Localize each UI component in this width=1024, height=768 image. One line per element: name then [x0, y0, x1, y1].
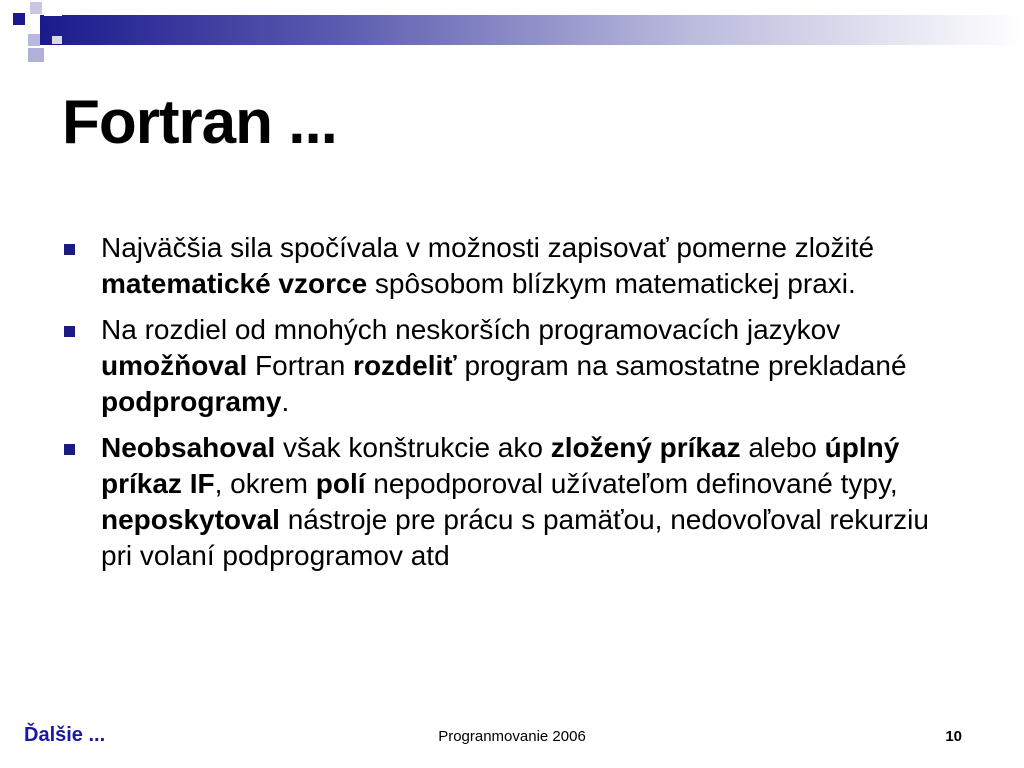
decor-square — [13, 13, 25, 25]
square-bullet-icon — [64, 326, 75, 337]
bullet-text — [101, 432, 929, 571]
bold-term: rozdeliť — [353, 350, 457, 381]
decor-square — [28, 48, 44, 62]
bold-term: podprogramy — [101, 386, 282, 417]
text-segment: Fortran — [247, 350, 354, 381]
bullet-item — [62, 312, 962, 420]
decor-square — [52, 36, 62, 44]
square-bullet-icon — [64, 244, 75, 255]
bold-term: polí — [315, 468, 366, 499]
bold-term: zložený príkaz — [550, 432, 741, 463]
bullet-text — [101, 232, 874, 299]
bold-term: matematické vzorce — [101, 268, 368, 299]
text-segment: však konštrukcie ako — [275, 432, 551, 463]
square-bullet-icon — [64, 444, 75, 455]
text-segment: . — [281, 386, 290, 417]
text-segment: spôsobom blízkym matematickej praxi. — [367, 268, 856, 299]
bullet-list — [62, 230, 962, 584]
text-segment: , okrem — [214, 468, 316, 499]
text-segment: alebo — [740, 432, 825, 463]
decor-square — [28, 34, 40, 46]
text-segment: nástroje pre prácu s pamäťou, nedovoľoval rekurziu pri volaní podprogramov atd — [101, 504, 929, 571]
text-segment: nepodporoval užívateľom definované typy, — [365, 468, 898, 499]
header-gradient-bar — [40, 15, 1024, 45]
text-segment: Najväčšia sila spočívala v možnosti zapisovať pomerne zložité — [101, 232, 875, 263]
bold-term: umožňoval — [101, 350, 248, 381]
bullet-item — [62, 430, 962, 574]
bullet-text — [101, 314, 907, 417]
bold-term: úplný príkaz IF — [101, 432, 900, 499]
slide-title: Fortran ... — [62, 88, 337, 157]
text-segment: Na rozdiel od mnohých neskorších programovacích jazykov — [101, 314, 841, 345]
bold-term: Neobsahoval — [101, 432, 276, 463]
decor-square — [30, 2, 42, 14]
footer-course-title: Progranmovanie 2006 — [438, 728, 586, 745]
text-segment: program na samostatne prekladané — [456, 350, 907, 381]
next-slide-link[interactable]: Ďalšie ... — [24, 724, 106, 746]
decor-square — [40, 22, 48, 30]
page-number: 10 — [945, 728, 962, 745]
bold-term: neposkytoval — [101, 504, 280, 535]
decor-square — [44, 0, 62, 16]
bullet-item — [62, 230, 962, 302]
